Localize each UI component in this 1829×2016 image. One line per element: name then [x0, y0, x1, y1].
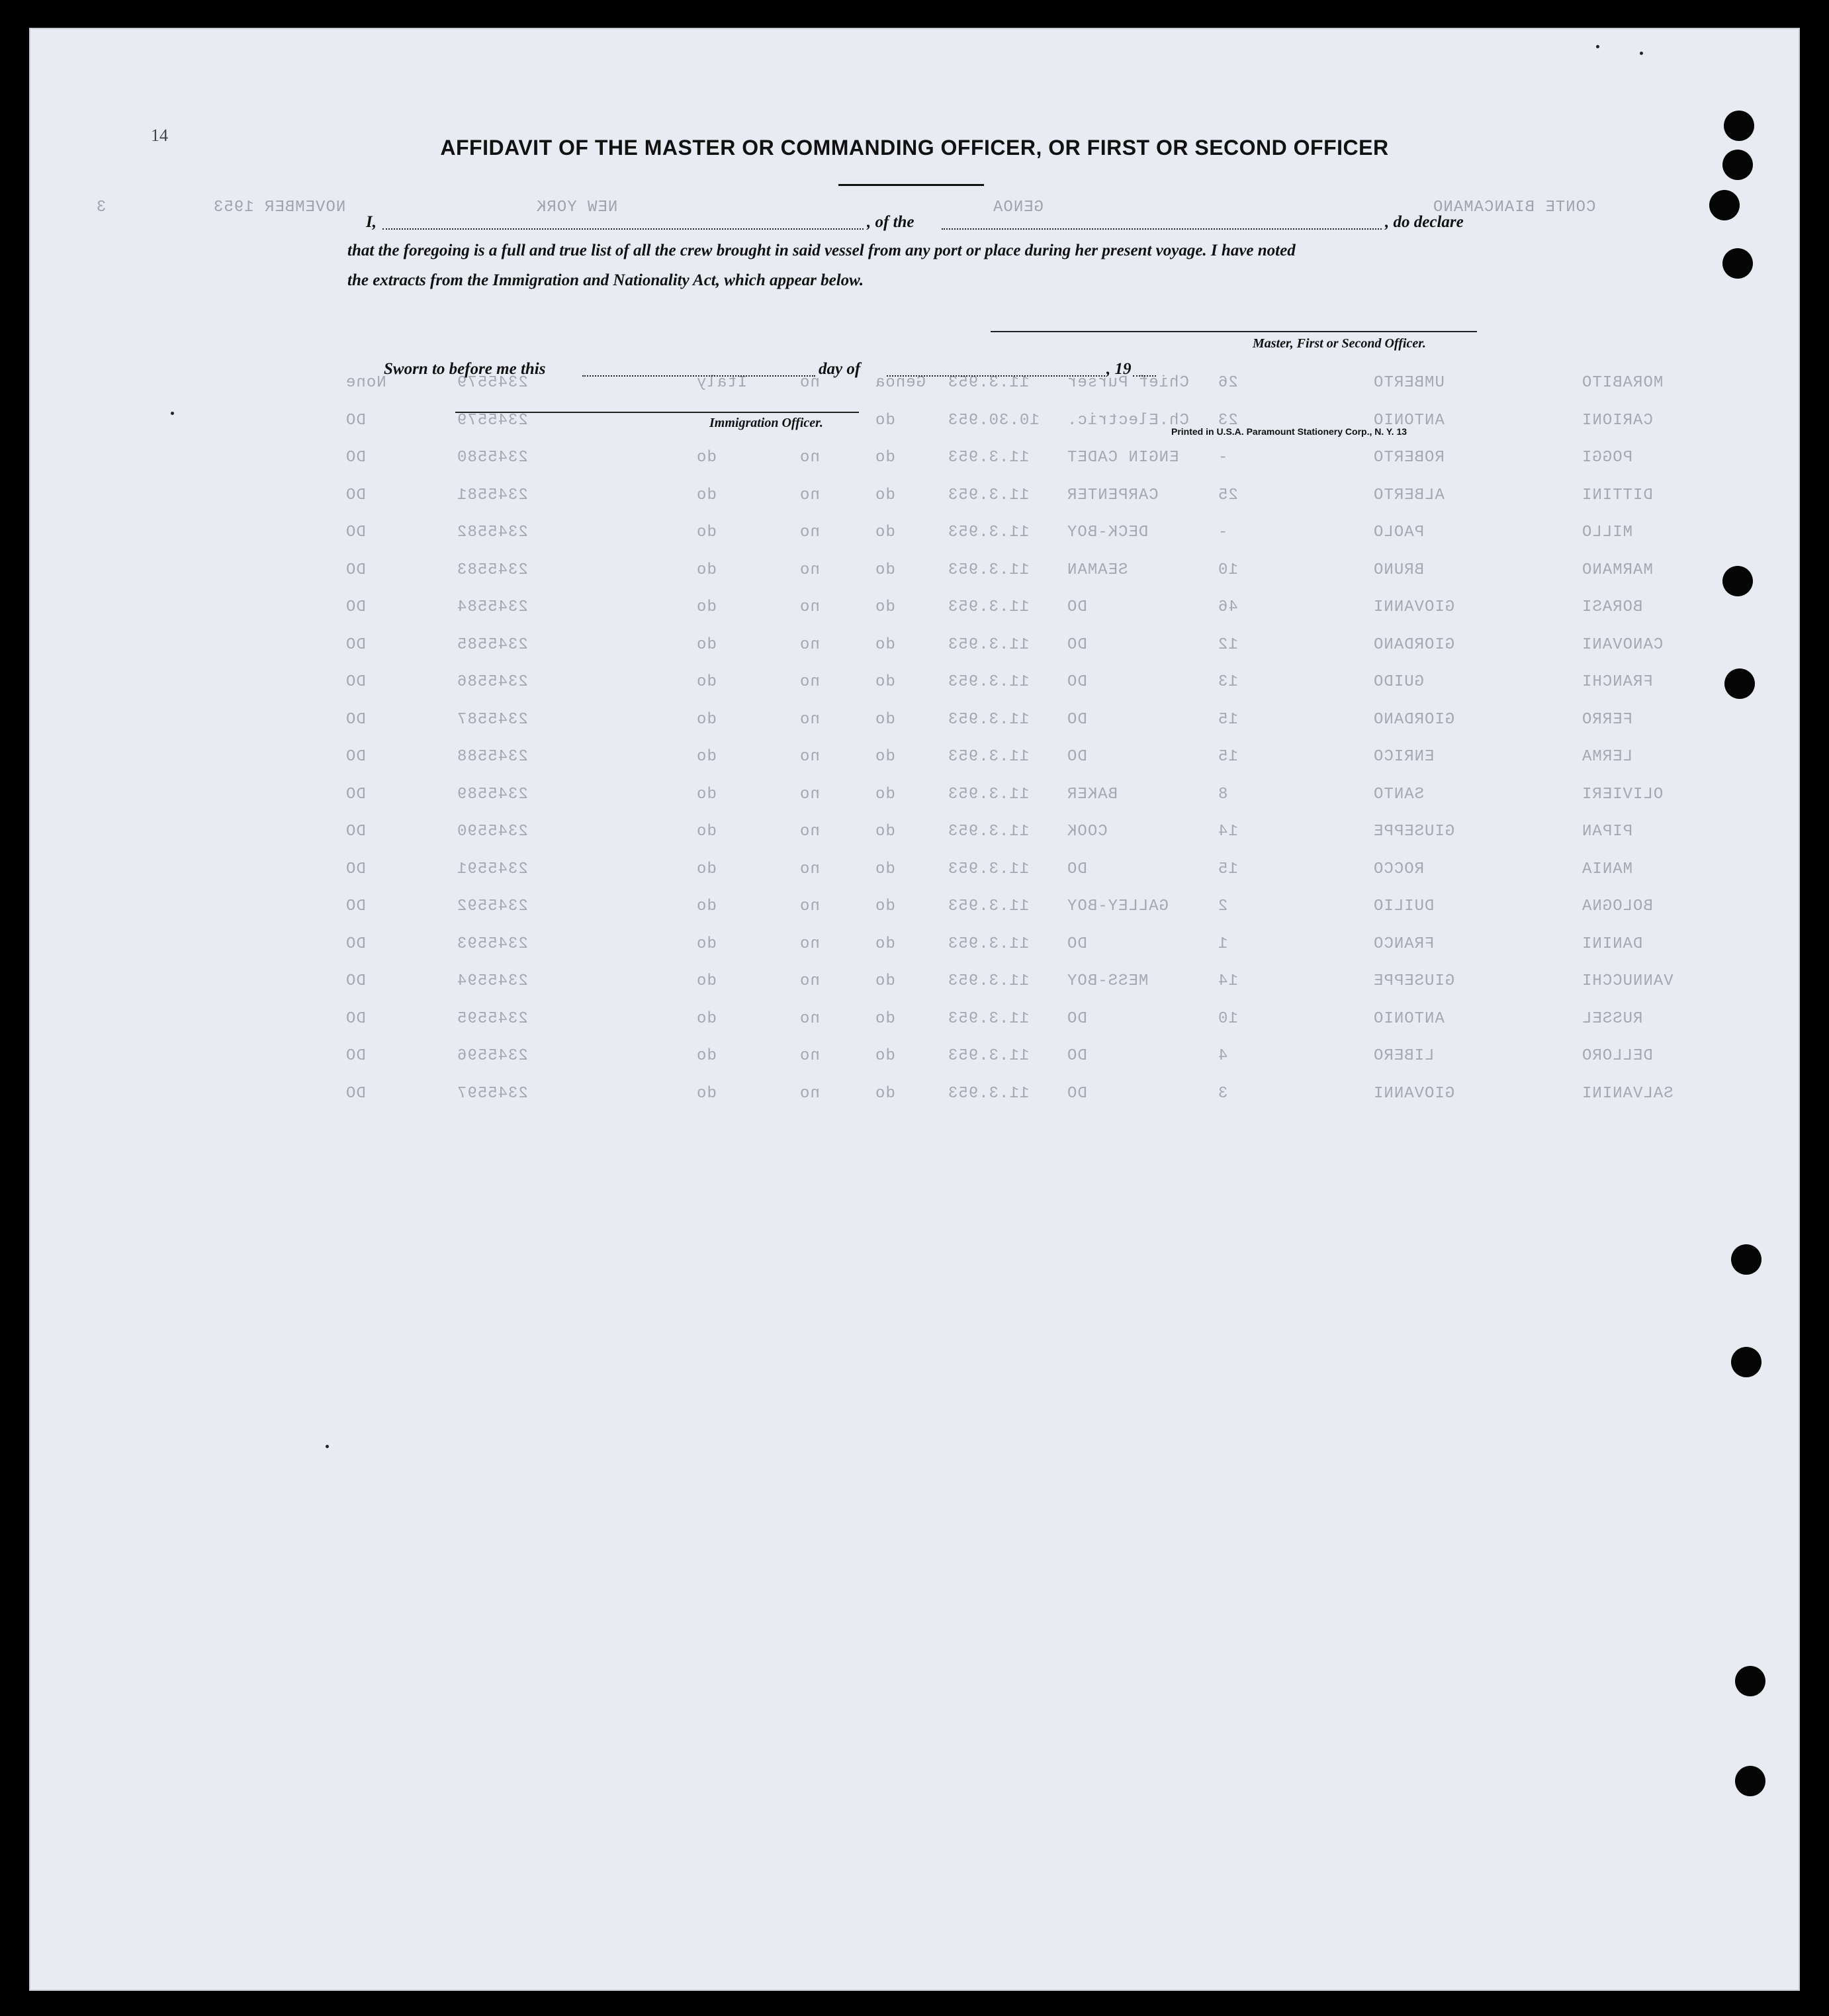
- bleed-crew-rating: ENGIN CADET: [1067, 449, 1179, 467]
- bleed-crew-date: 11.3.953: [948, 748, 1030, 766]
- bleed-crew-date: 11.3.953: [948, 897, 1030, 915]
- bleed-crew-col1: no: [799, 635, 820, 654]
- punch-hole: [1724, 111, 1754, 141]
- bleed-crew-row: [0, 711, 1829, 748]
- bleed-crew-given: GIORDANO: [1373, 710, 1455, 729]
- affidavit-do-declare: , do declare: [1385, 213, 1464, 231]
- bleed-crew-date: 11.3.953: [948, 449, 1030, 467]
- bleed-crew-status: DO: [345, 486, 366, 504]
- bleed-crew-nat: do: [696, 860, 717, 878]
- bleed-crew-port: do: [875, 1047, 895, 1065]
- bleed-crew-rating: DO: [1067, 673, 1087, 691]
- bleed-crew-age: 10: [1218, 1009, 1238, 1028]
- bleed-crew-col1: no: [799, 860, 820, 878]
- bleed-crew-col1: no: [799, 598, 820, 616]
- bleed-crew-surname: DANINI: [1582, 935, 1643, 953]
- bleed-crew-nat: do: [696, 785, 717, 803]
- bleed-crew-date: 11.3.953: [948, 860, 1030, 878]
- bleed-crew-date: 11.3.953: [948, 1047, 1030, 1065]
- bleed-crew-date: 11.3.953: [948, 1084, 1030, 1103]
- bleed-crew-date: 11.3.953: [948, 673, 1030, 691]
- bleed-crew-col1: no: [799, 897, 820, 915]
- bleed-crew-num: 2345586: [457, 673, 528, 691]
- bleed-crew-col1: no: [799, 673, 820, 691]
- bleed-crew-age: 15: [1218, 748, 1238, 766]
- bleed-crew-col1: no: [799, 1047, 820, 1065]
- bleed-crew-rating: DO: [1067, 598, 1087, 616]
- bleed-ship-name: CONTE BIANCAMANO: [1433, 199, 1596, 216]
- bleed-crew-num: 2345591: [457, 860, 528, 878]
- bleed-crew-port: do: [875, 486, 895, 504]
- bleed-crew-surname: LERMA: [1582, 748, 1633, 766]
- bleed-crew-row: [0, 1010, 1829, 1047]
- bleed-crew-given: GIOVANNI: [1373, 1084, 1455, 1103]
- bleed-crew-col1: no: [799, 1009, 820, 1028]
- master-signature-caption: Master, First or Second Officer.: [1253, 336, 1426, 351]
- bleed-crew-nat: do: [696, 635, 717, 654]
- bleed-crew-row: [0, 598, 1829, 635]
- bleed-crew-port: do: [875, 972, 895, 990]
- bleed-crew-date: 11.3.953: [948, 635, 1030, 654]
- bleed-crew-status: DO: [345, 598, 366, 616]
- bleed-crew-port: do: [875, 673, 895, 691]
- bleed-crew-given: ANTONIO: [1373, 1009, 1445, 1028]
- bleed-crew-nat: do: [696, 1047, 717, 1065]
- bleed-crew-num: 2345597: [457, 1084, 528, 1103]
- bleed-crew-nat: do: [696, 710, 717, 729]
- bleed-crew-date: 11.3.953: [948, 823, 1030, 841]
- bleed-crew-status: DO: [345, 972, 366, 990]
- bleed-crew-date: 11.3.953: [948, 710, 1030, 729]
- bleed-crew-age: 46: [1218, 598, 1238, 616]
- bleed-crew-given: PAOLO: [1373, 524, 1425, 541]
- bleed-crew-port: do: [875, 897, 895, 915]
- bleed-crew-row: [0, 1047, 1829, 1084]
- bleed-crew-date: 11.3.953: [948, 1009, 1030, 1028]
- bleed-crew-age: 2: [1218, 897, 1228, 915]
- bleed-crew-rating: Chief Purser: [1067, 374, 1189, 392]
- bleed-crew-col1: no: [799, 823, 820, 841]
- bleed-crew-row: [0, 972, 1829, 1009]
- immigration-officer-signature-line[interactable]: [455, 412, 859, 413]
- bleed-crew-status: DO: [345, 710, 366, 729]
- bleed-crew-status: DO: [345, 1047, 366, 1065]
- bleed-crew-num: 2345593: [457, 935, 528, 953]
- bleed-crew-rating: DO: [1067, 1009, 1087, 1028]
- bleed-crew-surname: POGGI: [1582, 449, 1633, 467]
- bleed-crew-col1: no: [799, 710, 820, 729]
- affidavit-line-2: that the foregoing is a full and true list of all the crew brought in said vessel from any port or place during her present voyage. I have noted: [347, 242, 1296, 259]
- punch-hole: [1731, 1244, 1762, 1275]
- bleed-crew-port: do: [875, 561, 895, 579]
- bleed-crew-num: 2345585: [457, 635, 528, 654]
- sworn-month-blank[interactable]: [887, 375, 1105, 377]
- bleed-crew-status: DO: [345, 561, 366, 579]
- punch-hole: [1722, 566, 1753, 596]
- bleed-crew-rating: BAKER: [1067, 785, 1118, 803]
- bleed-crew-col1: no: [799, 935, 820, 953]
- bleed-crew-rating: DO: [1067, 935, 1087, 953]
- bleed-crew-col1: no: [799, 972, 820, 990]
- bleed-crew-status: DO: [345, 1009, 366, 1028]
- bleed-crew-col1: no: [799, 785, 820, 803]
- bleed-crew-nat: do: [696, 935, 717, 953]
- bleed-crew-age: 13: [1218, 673, 1238, 691]
- bleed-crew-age: 14: [1218, 972, 1238, 990]
- bleed-crew-port: do: [875, 823, 895, 841]
- bleed-crew-col1: no: [799, 524, 820, 541]
- punch-hole: [1731, 1347, 1762, 1377]
- bleed-crew-rating: DO: [1067, 635, 1087, 654]
- bleed-crew-status: None: [345, 374, 386, 392]
- bleed-crew-port: do: [875, 598, 895, 616]
- bleed-crew-row: [0, 412, 1829, 449]
- bleed-crew-age: 26: [1218, 374, 1238, 392]
- bleed-crew-col1: no: [799, 374, 820, 392]
- bleed-crew-rating: Ch.Electric.: [1067, 411, 1189, 430]
- ink-speck: [171, 412, 174, 415]
- bleed-crew-given: SANTO: [1373, 785, 1425, 803]
- bleed-crew-status: DO: [345, 935, 366, 953]
- bleed-crew-age: 1: [1218, 935, 1228, 953]
- bleed-crew-age: 14: [1218, 823, 1238, 841]
- bleed-crew-rating: DO: [1067, 860, 1087, 878]
- ink-speck: [1640, 52, 1643, 55]
- punch-hole: [1735, 1666, 1765, 1696]
- bleed-crew-nat: do: [696, 561, 717, 579]
- bleed-crew-status: DO: [345, 748, 366, 766]
- bleed-crew-row: [0, 823, 1829, 860]
- master-signature-line[interactable]: [991, 331, 1477, 332]
- bleed-crew-date: 11.3.953: [948, 598, 1030, 616]
- bleed-crew-port: Genoa: [875, 374, 926, 392]
- bleed-crew-age: 23: [1218, 411, 1238, 430]
- bleed-crew-col1: no: [799, 748, 820, 766]
- ink-speck: [1596, 45, 1599, 48]
- bleed-crew-num: 2345583: [457, 561, 528, 579]
- bleed-crew-age: 12: [1218, 635, 1238, 654]
- bleed-crew-row: [0, 897, 1829, 935]
- bleed-crew-status: DO: [345, 635, 366, 654]
- punch-hole: [1722, 248, 1753, 279]
- bleed-crew-port: do: [875, 710, 895, 729]
- bleed-crew-age: -: [1218, 524, 1228, 541]
- bleed-crew-surname: BORASI: [1582, 598, 1643, 616]
- bleed-crew-row: [0, 449, 1829, 486]
- bleed-crew-rating: DO: [1067, 1047, 1087, 1065]
- bleed-crew-row: [0, 935, 1829, 972]
- bleed-crew-given: ALBERTO: [1373, 486, 1445, 504]
- bleed-crew-port: do: [875, 860, 895, 878]
- bleed-crew-row: [0, 486, 1829, 524]
- sworn-day-blank[interactable]: [582, 375, 815, 377]
- sworn-day-of: day of: [819, 360, 861, 378]
- bleed-crew-nat: do: [696, 524, 717, 541]
- affidavit-i-label: I,: [366, 213, 377, 231]
- ink-speck: [326, 1445, 329, 1448]
- bleed-date: NOVEMBER 1953: [213, 199, 346, 216]
- bleed-crew-surname: MILLO: [1582, 524, 1633, 541]
- bleed-port-from: GENOA: [993, 199, 1044, 216]
- bleed-crew-nat: do: [696, 1084, 717, 1103]
- bleed-crew-row: [0, 748, 1829, 785]
- bleed-crew-rating: DO: [1067, 710, 1087, 729]
- bleed-crew-row: [0, 561, 1829, 598]
- bleed-crew-given: FRANCO: [1373, 935, 1435, 953]
- affidavit-title: AFFIDAVIT OF THE MASTER OR COMMANDING OFFICER, OR FIRST OR SECOND OFFICER: [440, 136, 1389, 160]
- bleed-crew-num: 2345594: [457, 972, 528, 990]
- punch-hole: [1722, 150, 1753, 180]
- bleed-crew-rating: DECK-BOY: [1067, 524, 1149, 541]
- bleed-crew-given: GIUSEPPE: [1373, 823, 1455, 841]
- affidavit-line-3: the extracts from the Immigration and Nationality Act, which appear below.: [347, 271, 864, 289]
- bleed-crew-port: do: [875, 935, 895, 953]
- bleed-crew-num: 2345588: [457, 748, 528, 766]
- bleed-crew-nat: do: [696, 598, 717, 616]
- bleed-crew-col1: no: [799, 486, 820, 504]
- bleed-crew-num: 2345581: [457, 486, 528, 504]
- bleed-crew-surname: FERRO: [1582, 710, 1633, 729]
- bleed-crew-age: 10: [1218, 561, 1238, 579]
- bleed-crew-col1: no: [799, 1084, 820, 1103]
- bleed-crew-num: 2345582: [457, 524, 528, 541]
- bleed-crew-port: do: [875, 748, 895, 766]
- bleed-crew-given: GIUSEPPE: [1373, 972, 1455, 990]
- bleed-crew-surname: MARMANO: [1582, 561, 1653, 579]
- bleed-crew-nat: do: [696, 748, 717, 766]
- bleed-crew-num: 2345589: [457, 785, 528, 803]
- bleed-crew-status: DO: [345, 524, 366, 541]
- bleed-crew-surname: CANOVANI: [1582, 635, 1664, 654]
- bleed-crew-given: GIOVANNI: [1373, 598, 1455, 616]
- bleed-crew-num: 2345579: [457, 374, 528, 392]
- bleed-crew-status: DO: [345, 1084, 366, 1103]
- bleed-crew-age: 15: [1218, 710, 1238, 729]
- bleed-crew-num: 2345595: [457, 1009, 528, 1028]
- bleed-port-to: NEW YORK: [536, 199, 618, 216]
- bleed-crew-given: DUILIO: [1373, 897, 1435, 915]
- bleed-crew-row: [0, 1085, 1829, 1122]
- bleed-crew-date: 11.3.953: [948, 524, 1030, 541]
- bleed-crew-given: ROBERTO: [1373, 449, 1445, 467]
- bleed-crew-port: do: [875, 635, 895, 654]
- bleed-crew-status: DO: [345, 449, 366, 467]
- sworn-year-blank[interactable]: [1133, 375, 1156, 377]
- bleed-crew-given: ROCCO: [1373, 860, 1425, 878]
- bleed-crew-row: [0, 860, 1829, 897]
- bleed-crew-port: do: [875, 449, 895, 467]
- bleed-crew-num: 2345596: [457, 1047, 528, 1065]
- bleed-crew-surname: MORABITO: [1582, 374, 1664, 392]
- master-name-blank[interactable]: [382, 228, 864, 230]
- bleed-crew-given: ANTONIO: [1373, 411, 1445, 430]
- bleed-crew-age: 4: [1218, 1047, 1228, 1065]
- bleed-crew-status: DO: [345, 785, 366, 803]
- bleed-crew-given: LIBERO: [1373, 1047, 1435, 1065]
- affidavit-of-the: , of the: [867, 213, 914, 231]
- bleed-crew-date: 11.3.953: [948, 561, 1030, 579]
- vessel-name-blank[interactable]: [942, 228, 1382, 230]
- bleed-crew-nat: do: [696, 449, 717, 467]
- bleed-crew-port: do: [875, 785, 895, 803]
- bleed-crew-row: [0, 636, 1829, 673]
- bleed-crew-row: [0, 673, 1829, 710]
- punch-hole: [1709, 190, 1740, 220]
- bleed-crew-rating: SEAMAN: [1067, 561, 1128, 579]
- bleed-crew-nat: do: [696, 823, 717, 841]
- immigration-officer-caption: Immigration Officer.: [709, 416, 823, 430]
- bleed-crew-date: 10.30.953: [948, 411, 1040, 430]
- bleed-crew-age: 25: [1218, 486, 1238, 504]
- bleed-crew-rating: MESS-BOY: [1067, 972, 1149, 990]
- sworn-text: Sworn to before me this: [384, 360, 546, 378]
- bleed-crew-given: UMBERTO: [1373, 374, 1445, 392]
- bleed-crew-nat: do: [696, 673, 717, 691]
- bleed-crew-rating: DO: [1067, 1084, 1087, 1103]
- bleed-crew-surname: DITTINI: [1582, 486, 1653, 504]
- bleed-crew-row: [0, 374, 1829, 411]
- bleed-crew-port: do: [875, 524, 895, 541]
- bleed-crew-surname: PIPAN: [1582, 823, 1633, 841]
- punch-hole: [1735, 1766, 1765, 1796]
- bleed-crew-num: 2345580: [457, 449, 528, 467]
- bleed-crew-surname: VANNUCCHI: [1582, 972, 1673, 990]
- bleed-crew-surname: MANIA: [1582, 860, 1633, 878]
- bleed-crew-date: 11.3.953: [948, 935, 1030, 953]
- bleed-crew-col1: no: [799, 561, 820, 579]
- bleed-crew-status: DO: [345, 860, 366, 878]
- bleed-crew-port: do: [875, 1009, 895, 1028]
- bleed-crew-row: [0, 786, 1829, 823]
- bleed-crew-given: BRUNO: [1373, 561, 1425, 579]
- bleed-crew-status: DO: [345, 411, 366, 430]
- bleed-crew-nat: do: [696, 972, 717, 990]
- sworn-year-prefix: , 19: [1106, 360, 1132, 378]
- bleed-crew-rating: COOK: [1067, 823, 1108, 841]
- bleed-crew-surname: SALVANINI: [1582, 1084, 1673, 1103]
- bleed-crew-surname: CARIONI: [1582, 411, 1653, 430]
- bleed-crew-surname: OLIVIERI: [1582, 785, 1664, 803]
- bleed-crew-num: 2345592: [457, 897, 528, 915]
- punch-hole: [1724, 668, 1755, 699]
- bleed-crew-num: 2345590: [457, 823, 528, 841]
- bleed-crew-num: 2345584: [457, 598, 528, 616]
- bleed-crew-date: 11.3.953: [948, 374, 1030, 392]
- bleed-crew-nat: do: [696, 897, 717, 915]
- bleed-crew-rating: GALLEY-BOY: [1067, 897, 1169, 915]
- bleed-crew-age: 8: [1218, 785, 1228, 803]
- bleed-crew-col1: no: [799, 449, 820, 467]
- bleed-crew-rating: DO: [1067, 748, 1087, 766]
- bleed-crew-status: DO: [345, 823, 366, 841]
- bleed-crew-surname: BOLOGNA: [1582, 897, 1653, 915]
- bleed-crew-num: 2345579: [457, 411, 528, 430]
- bleed-crew-date: 11.3.953: [948, 972, 1030, 990]
- bleed-crew-given: GIORDANO: [1373, 635, 1455, 654]
- bleed-crew-nat: Italy: [696, 374, 748, 392]
- bleed-crew-nat: do: [696, 1009, 717, 1028]
- printer-imprint: Printed in U.S.A. Paramount Stationery Corp., N. Y. 13: [1171, 426, 1407, 437]
- bleed-crew-age: -: [1218, 449, 1228, 467]
- title-underline: [838, 184, 984, 186]
- bleed-crew-port: do: [875, 1084, 895, 1103]
- bleed-sheet-number: 3: [96, 199, 107, 216]
- bleed-crew-age: 15: [1218, 860, 1238, 878]
- bleed-crew-surname: DELLORO: [1582, 1047, 1653, 1065]
- bleed-crew-date: 11.3.953: [948, 785, 1030, 803]
- bleed-crew-age: 3: [1218, 1084, 1228, 1103]
- bleed-crew-given: ENRICO: [1373, 748, 1435, 766]
- bleed-crew-port: do: [875, 411, 895, 430]
- page-number: 14: [151, 126, 168, 145]
- bleed-crew-status: DO: [345, 897, 366, 915]
- bleed-crew-surname: FRANCHI: [1582, 673, 1653, 691]
- bleed-crew-given: GUIDO: [1373, 673, 1425, 691]
- bleed-crew-rating: CARPENTER: [1067, 486, 1159, 504]
- bleed-crew-date: 11.3.953: [948, 486, 1030, 504]
- bleed-crew-status: DO: [345, 673, 366, 691]
- bleed-crew-nat: do: [696, 486, 717, 504]
- bleed-crew-row: [0, 524, 1829, 561]
- bleed-crew-num: 2345587: [457, 710, 528, 729]
- bleed-crew-surname: RUSSEL: [1582, 1009, 1643, 1028]
